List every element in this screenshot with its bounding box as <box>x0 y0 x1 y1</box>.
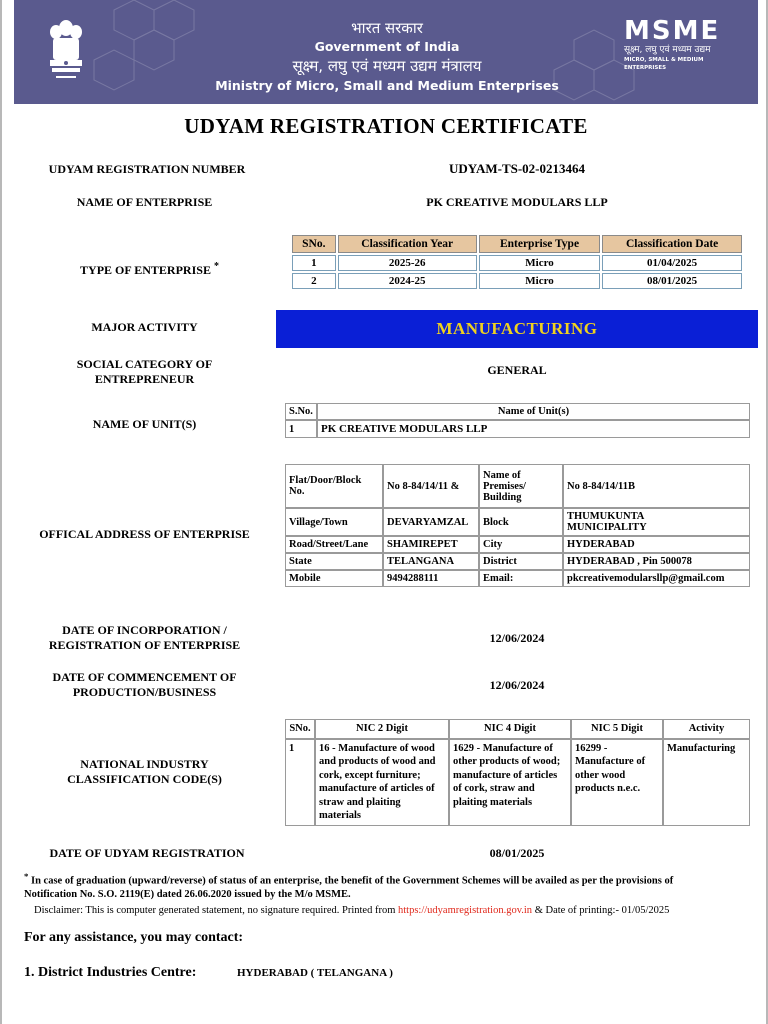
registration-number-label: UDYAM REGISTRATION NUMBER <box>48 162 246 176</box>
table-cell <box>285 464 383 508</box>
table-row <box>285 553 750 570</box>
table-cell: State <box>285 553 383 570</box>
certificate-title: UDYAM REGISTRATION CERTIFICATE <box>184 114 588 138</box>
hindi-government-text: भारत सरकार <box>351 19 423 37</box>
district-centre-label: 1. District Industries Centre: <box>24 965 197 980</box>
graduation-note <box>24 870 754 901</box>
udyam-date-label: DATE OF UDYAM REGISTRATION <box>49 846 245 860</box>
table-row <box>285 508 750 536</box>
table-cell: 1629 - Manufacture of other products of wood; manufacture of articles of cork, straw and plaiting materials <box>449 739 571 826</box>
cell-line: MUNICIPALITY <box>567 522 647 533</box>
disclaimer-text: Disclaimer: This is computer generated statement, no signature required. Printed from <box>34 905 398 916</box>
column-header: S.No. <box>285 403 317 420</box>
hindi-ministry-text: सूक्ष्म, लघु एवं मध्यम उद्यम मंत्रालय <box>292 57 482 75</box>
udyam-date-value: 08/01/2025 <box>489 846 545 860</box>
social-category-label <box>22 357 267 387</box>
table-cell: Block <box>479 508 563 536</box>
msme-english-text: MICRO, SMALL & MEDIUM ENTERPRISES <box>624 57 704 71</box>
note-line: In case of graduation (upward/reverse) of status of an enterprise, the benefit of the Government Schemes will be availed as per the provisions of <box>31 875 674 887</box>
table-cell: Manufacturing <box>663 739 750 826</box>
table-row <box>285 420 750 438</box>
table-cell: DEVARYAMZAL <box>383 508 479 536</box>
printing-date-text: & Date of printing:- 01/05/2025 <box>532 905 670 916</box>
label-line: NATIONAL INDUSTRY <box>80 757 209 771</box>
table-cell <box>479 464 563 508</box>
table-cell: Village/Town <box>285 508 383 536</box>
cell-line: Premises/ <box>483 480 526 492</box>
table-cell: TELANGANA <box>383 553 479 570</box>
commencement-date: 12/06/2024 <box>489 678 545 692</box>
nic-label <box>22 757 267 787</box>
social-category-value: GENERAL <box>487 363 547 377</box>
label-line: PRODUCTION/BUSINESS <box>72 685 217 699</box>
table-row <box>285 570 750 587</box>
enterprise-type-label: TYPE OF ENTERPRISE * <box>80 261 219 277</box>
ministry-name-text: Ministry of Micro, Small and Medium Enterprises <box>215 78 559 93</box>
cell-line: THUMUKUNTA <box>567 511 645 522</box>
table-cell: Mobile <box>285 570 383 587</box>
table-cell: 9494288111 <box>383 570 479 587</box>
column-header: NIC 4 Digit <box>449 719 571 739</box>
classification-table <box>290 233 744 291</box>
address-label: OFFICAL ADDRESS OF ENTERPRISE <box>39 527 250 541</box>
table-cell: 16299 - Manufacture of other wood products n.e.c. <box>571 739 663 826</box>
table-cell: District <box>479 553 563 570</box>
cell-line: No. <box>289 486 305 497</box>
table-cell: Road/Street/Lane <box>285 536 383 553</box>
table-cell: 08/01/2025 <box>602 273 742 289</box>
incorporation-date: 12/06/2024 <box>489 631 545 645</box>
table-cell: HYDERABAD , Pin 500078 <box>563 553 750 570</box>
cell-line: Building <box>483 491 522 503</box>
cell-line: Name of <box>483 469 521 481</box>
table-cell: City <box>479 536 563 553</box>
enterprise-name-value: PK CREATIVE MODULARS LLP <box>426 195 608 209</box>
table-cell: 01/04/2025 <box>602 255 742 271</box>
commencement-label <box>22 670 267 700</box>
table-row <box>285 464 750 508</box>
table-cell: No 8-84/14/11B <box>563 464 750 508</box>
enterprise-name-label: NAME OF ENTERPRISE <box>76 195 213 209</box>
table-cell: SHAMIREPET <box>383 536 479 553</box>
table-cell: Email: <box>479 570 563 587</box>
column-header: SNo. <box>292 235 336 253</box>
table-cell: 2024-25 <box>338 273 477 289</box>
address-table <box>285 464 750 587</box>
email-value: pkcreativemodularsllp@gmail.com <box>563 570 750 587</box>
incorporation-label <box>22 623 267 653</box>
table-cell: Micro <box>479 273 600 289</box>
ministry-heading <box>174 18 600 95</box>
table-header-row <box>292 235 742 253</box>
column-header: Classification Year <box>338 235 477 253</box>
asterisk-marker: * <box>213 261 219 272</box>
header-banner <box>14 0 758 104</box>
label-line: CLASSIFICATION CODE(S) <box>67 772 222 786</box>
table-cell <box>563 508 750 536</box>
disclaimer <box>34 905 764 916</box>
table-row <box>292 273 742 289</box>
label-line: REGISTRATION OF ENTERPRISE <box>48 638 241 652</box>
registration-number-value: UDYAM-TS-02-0213464 <box>448 161 586 176</box>
table-cell: PK CREATIVE MODULARS LLP <box>317 420 750 438</box>
table-cell: 1 <box>285 739 315 826</box>
table-cell: Micro <box>479 255 600 271</box>
assistance-heading: For any assistance, you may contact: <box>24 930 244 945</box>
udyam-portal-link[interactable]: https://udyamregistration.gov.in <box>398 905 533 916</box>
units-table <box>285 403 750 438</box>
table-cell: 2025-26 <box>338 255 477 271</box>
major-activity-value: MANUFACTURING <box>276 310 758 348</box>
table-row <box>292 255 742 271</box>
column-header: Enterprise Type <box>479 235 600 253</box>
table-cell: 16 - Manufacture of wood and products of wood and cork, except furniture; manufacture of articles of straw and plaiting materials <box>315 739 449 826</box>
label-line: ENTREPRENEUR <box>94 372 195 386</box>
column-header: Name of Unit(s) <box>317 403 750 420</box>
government-of-india-text: Government of India <box>314 39 460 54</box>
column-header: Classification Date <box>602 235 742 253</box>
units-label: NAME OF UNIT(S) <box>92 417 197 431</box>
column-header: NIC 2 Digit <box>315 719 449 739</box>
msme-logo <box>624 18 744 72</box>
table-cell: 2 <box>292 273 336 289</box>
table-row <box>285 739 750 826</box>
table-cell: No 8-84/14/11 & <box>383 464 479 508</box>
table-cell: HYDERABAD <box>563 536 750 553</box>
table-cell: 1 <box>285 420 317 438</box>
label-line: DATE OF INCORPORATION / <box>62 623 227 637</box>
major-activity-label: MAJOR ACTIVITY <box>91 320 198 334</box>
msme-hindi-text: सूक्ष्म, लघु एवं मध्यम उद्यम <box>624 45 711 55</box>
label-line: SOCIAL CATEGORY OF <box>76 357 213 371</box>
cell-line: Flat/Door/Block <box>289 475 362 486</box>
table-row <box>285 536 750 553</box>
note-line: Notification No. S.O. 2119(E) dated 26.06.2020 issued by the M/o MSME. <box>24 888 351 900</box>
district-centre-value: HYDERABAD ( TELANGANA ) <box>237 967 393 979</box>
table-header-row <box>285 403 750 420</box>
label-line: DATE OF COMMENCEMENT OF <box>52 670 237 684</box>
asterisk-marker: * <box>24 871 29 881</box>
column-header: NIC 5 Digit <box>571 719 663 739</box>
table-header-row <box>285 719 750 739</box>
column-header: SNo. <box>285 719 315 739</box>
table-cell: 1 <box>292 255 336 271</box>
column-header: Activity <box>663 719 750 739</box>
national-emblem-icon <box>44 18 88 92</box>
nic-table <box>285 719 750 826</box>
msme-logo-text: MSME <box>624 16 721 46</box>
